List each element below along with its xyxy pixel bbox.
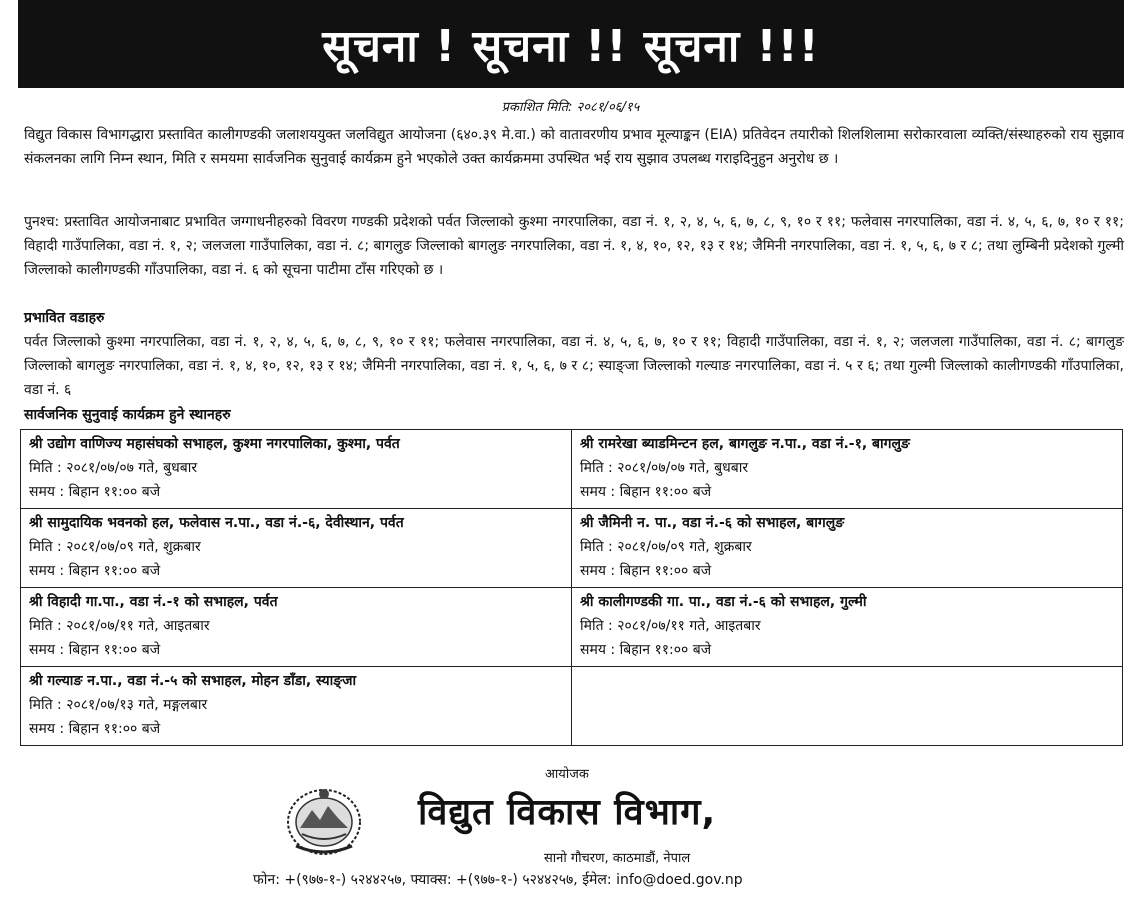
venue-time: समय : बिहान ११:०० बजे [29, 484, 161, 500]
department-address: सानो गौचरण, काठमाडौं, नेपाल [544, 851, 691, 866]
venue-time: समय : बिहान ११:०० बजे [29, 563, 161, 579]
venue-cell [572, 430, 1123, 509]
contact-info: फोन: +(९७७-१-) ५२४४२५७, फ्याक्स: +(९७७-१-) ५२४४२५७, ईमेल: info@doed.gov.np [253, 872, 743, 888]
venue-cell [21, 588, 572, 667]
publication-date: प्रकाशित मिति: २०८१/०६/१५ [501, 100, 640, 115]
table-row [21, 588, 1123, 667]
venue-time: समय : बिहान ११:०० बजे [580, 563, 712, 579]
venue-name: श्री कालीगण्डकी गा. पा., वडा नं.-६ को सभाहल, गुल्मी [580, 594, 867, 610]
venue-date: मिति : २०८१/०७/११ गते, आइतबार [29, 618, 210, 634]
hearing-venues-heading: सार्वजनिक सुनुवाई कार्यक्रम हुने स्थानहरु [24, 407, 231, 423]
venue-date: मिति : २०८१/०७/०९ गते, शुक्रबार [580, 539, 752, 555]
venue-name: श्री विहादी गा.पा., वडा नं.-१ को सभाहल, पर्वत [29, 594, 278, 610]
hearing-venues-table [20, 429, 1123, 746]
venue-name: श्री गल्याङ न.पा., वडा नं.-५ को सभाहल, मोहन डाँडा, स्याङ्जा [29, 673, 357, 689]
venue-time: समय : बिहान ११:०० बजे [29, 642, 161, 658]
empty-venue-cell [572, 667, 1123, 746]
table-row [21, 430, 1123, 509]
department-name: विद्युत विकास विभाग, [418, 792, 717, 833]
organizer-label: आयोजक [545, 767, 589, 782]
venue-cell [21, 430, 572, 509]
venue-name: श्री सामुदायिक भवनको हल, फलेवास न.पा., वडा नं.-६, देवीस्थान, पर्वत [29, 515, 404, 531]
notice-banner [18, 0, 1124, 88]
venue-date: मिति : २०८१/०७/०७ गते, बुधबार [580, 460, 749, 476]
table-row [21, 667, 1123, 746]
table-row [21, 509, 1123, 588]
venue-name: श्री रामरेखा ब्याडमिन्टन हल, बागलुङ न.पा., वडा नं.-१, बागलुङ [580, 436, 910, 452]
venue-name: श्री उद्योग वाणिज्य महासंघको सभाहल, कुश्मा नगरपालिका, कुश्मा, पर्वत [29, 436, 400, 452]
nepal-government-emblem-icon [284, 784, 364, 856]
venue-cell [572, 509, 1123, 588]
venue-time: समय : बिहान ११:०० बजे [29, 721, 161, 737]
postscript-paragraph: पुनश्च: प्रस्तावित आयोजनाबाट प्रभावित जग्गाधनीहरुको विवरण गण्डकी प्रदेशको पर्वत जिल्लाको कुश्मा नगरपालिका, वडा नं. १, २, ४, ५, ६, ७, ८, ९, १० र ११; फलेवास नगरपालिका, वडा नं. ४, ५, ६, ७, १० र ११; विहादी गाउँपालिका, वडा नं. १, २; जलजला गाउँपालिका, वडा नं. ८; बागलुङ जिल्लाको बागलुङ नगरपालिका, वडा नं. १, ४, १०, १२, १३ र १४; जैमिनी नगरपालिका, वडा नं. १, ५, ६, ७ र ८; तथा लुम्बिनी प्रदेशको गुल्मी जिल्लाको कालीगण्डकी गाँउपालिका, वडा नं. ६ को सूचना पाटीमा टाँस गरिएको छ । [24, 214, 1124, 278]
banner-title: सूचना ! सूचना !! सूचना !!! [322, 21, 820, 72]
affected-wards-heading: प्रभावित वडाहरु [24, 310, 105, 326]
venue-cell [21, 509, 572, 588]
venue-date: मिति : २०८१/०७/११ गते, आइतबार [580, 618, 761, 634]
venue-time: समय : बिहान ११:०० बजे [580, 642, 712, 658]
venue-cell [21, 667, 572, 746]
venue-name: श्री जैमिनी न. पा., वडा नं.-६ को सभाहल, बागलुङ [580, 515, 845, 531]
intro-paragraph: विद्युत विकास विभागद्धारा प्रस्तावित कालीगण्डकी जलाशययुक्त जलविद्युत आयोजना (६४०.३९ मे.वा.) को वातावरणीय प्रभाव मूल्याङ्कन (EIA) प्रतिवेदन तयारीको शिलशिलामा सरोकारवाला व्यक्ति/संस्थाहरुको राय सुझाव संकलनका लागि निम्न स्थान, मिति र समयमा सार्वजनिक सुनुवाई कार्यक्रम हुने भएकोले उक्त कार्यक्रममा उपस्थित भई राय सुझाव उपलब्ध गराइदिनुहुन अनुरोध छ । [24, 127, 1124, 167]
venue-time: समय : बिहान ११:०० बजे [580, 484, 712, 500]
venue-date: मिति : २०८१/०७/१३ गते, मङ्गलबार [29, 697, 208, 713]
venue-date: मिति : २०८१/०७/०९ गते, शुक्रबार [29, 539, 201, 555]
affected-wards-paragraph: पर्वत जिल्लाको कुश्मा नगरपालिका, वडा नं. १, २, ४, ५, ६, ७, ८, ९, १० र ११; फलेवास नगरपालिका, वडा नं. ४, ५, ६, ७, १० र ११; विहादी गाउँपालिका, वडा नं. १, २; जलजला गाउँपालिका, वडा नं. ८; बागलुङ जिल्लाको बागलुङ नगरपालिका, वडा नं. १, ४, १०, १२, १३ र १४; जैमिनी नगरपालिका, वडा नं. १, ५, ६, ७ र ८; स्याङ्जा जिल्लाको गल्याङ नगरपालिका, वडा नं. ५ र ६; तथा गुल्मी जिल्लाको कालीगण्डकी गाँउपालिका, वडा नं. ६ [24, 334, 1124, 398]
venue-date: मिति : २०८१/०७/०७ गते, बुधबार [29, 460, 198, 476]
venue-cell [572, 588, 1123, 667]
